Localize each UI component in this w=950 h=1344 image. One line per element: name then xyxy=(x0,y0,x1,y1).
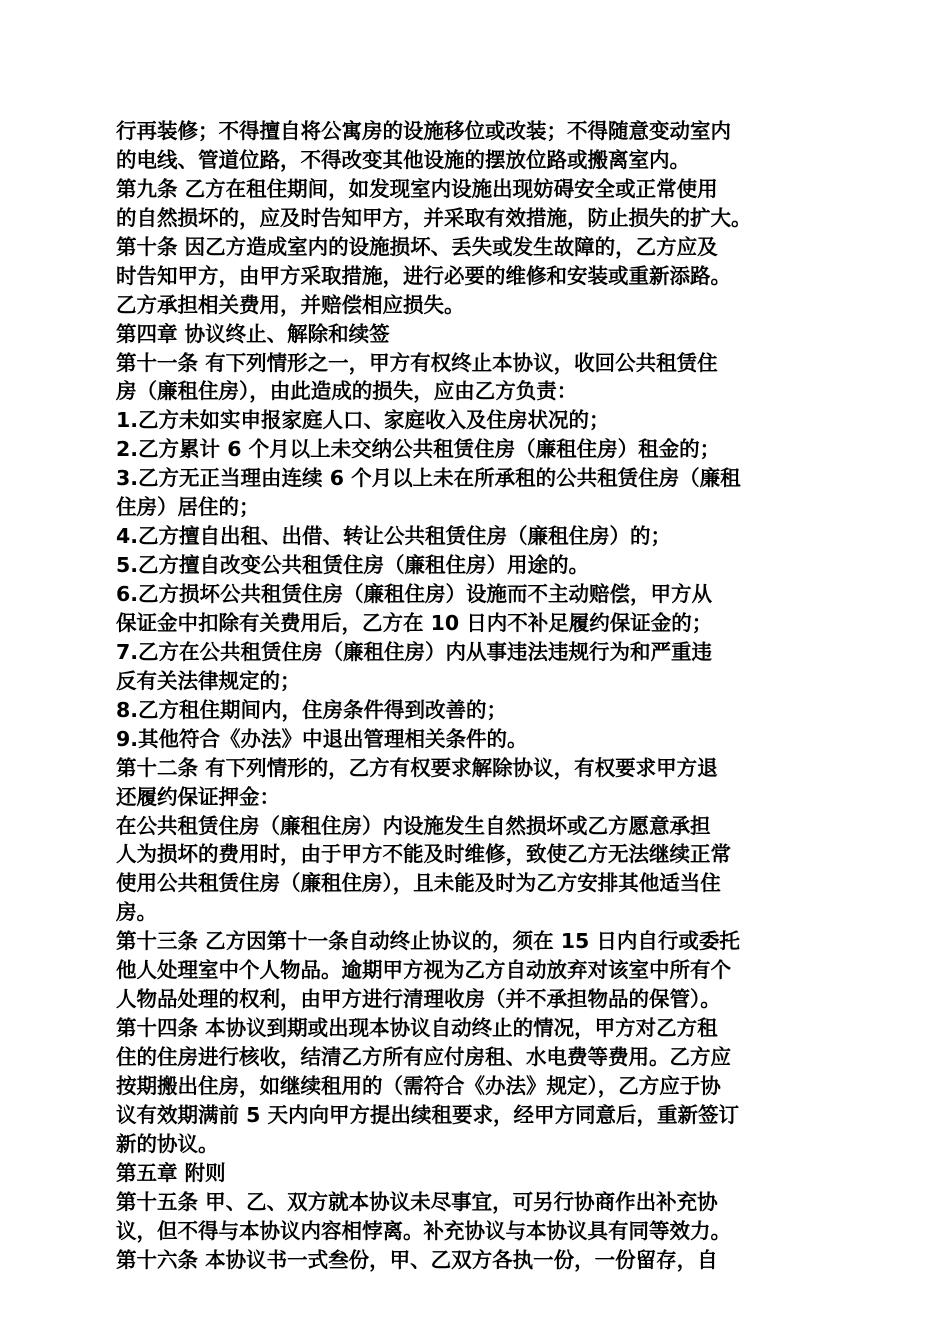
text-line: 1.乙方未如实申报家庭人口、家庭收入及住房状况的； xyxy=(116,408,610,433)
text-line: 住房）居住的； xyxy=(116,495,260,520)
text-line: 3.乙方无正当理由连续 6 个月以上未在所承租的公共租赁住房（廉租 xyxy=(116,466,741,491)
text-line: 第十六条 本协议书一式叁份，甲、乙双方各执一份，一份留存，自 xyxy=(116,1247,718,1272)
text-line: 他人处理室中个人物品。逾期甲方视为乙方自动放弃对该室中所有个 xyxy=(116,958,731,983)
text-line: 时告知甲方，由甲方采取措施，进行必要的维修和安装或重新添路。 xyxy=(116,263,731,288)
text-line: 乙方承担相关费用，并赔偿相应损失。 xyxy=(116,292,465,317)
text-line: 在公共租赁住房（廉租住房）内设施发生自然损坏或乙方愿意承担 xyxy=(116,813,711,838)
text-line: 5.乙方擅自改变公共租赁住房（廉租住房）用途的。 xyxy=(116,553,590,578)
text-line: 第十一条 有下列情形之一，甲方有权终止本协议，收回公共租赁住 xyxy=(116,350,718,375)
text-line: 议，但不得与本协议内容相悖离。补充协议与本协议具有同等效力。 xyxy=(116,1218,731,1243)
text-line: 保证金中扣除有关费用后，乙方在 10 日内不补足履约保证金的； xyxy=(116,610,713,635)
text-line: 2.乙方累计 6 个月以上未交纳公共租赁住房（廉租住房）租金的； xyxy=(116,437,721,462)
text-line: 的自然损坏的，应及时告知甲方，并采取有效措施，防止损失的扩大。 xyxy=(116,205,752,230)
text-line: 第十五条 甲、乙、双方就本协议未尽事宜，可另行协商作出补充协 xyxy=(116,1189,718,1214)
text-line: 新的协议。 xyxy=(116,1131,219,1156)
text-line: 8.乙方租住期间内，住房条件得到改善的； xyxy=(116,697,508,722)
document-body xyxy=(116,117,842,1275)
text-line: 第五章 附则 xyxy=(116,1160,226,1185)
text-line: 房。 xyxy=(116,900,157,925)
text-line: 反有关法律规定的； xyxy=(116,668,301,693)
text-line: 议有效期满前 5 天内向甲方提出续租要求，经甲方同意后，重新签订 xyxy=(116,1102,740,1127)
text-line: 行再装修；不得擅自将公寓房的设施移位或改装；不得随意变动室内 xyxy=(116,119,731,143)
text-line: 9.其他符合《办法》中退出管理相关条件的。 xyxy=(116,726,528,751)
text-line: 第十二条 有下列情形的，乙方有权要求解除协议，有权要求甲方退 xyxy=(116,755,718,780)
text-line: 还履约保证押金： xyxy=(116,784,280,809)
text-line: 按期搬出住房，如继续租用的（需符合《办法》规定），乙方应于协 xyxy=(116,1073,721,1098)
text-line: 人为损坏的费用时，由于甲方不能及时维修，致使乙方无法继续正常 xyxy=(116,842,731,867)
text-line: 第十条 因乙方造成室内的设施损坏、丢失或发生故障的，乙方应及 xyxy=(116,234,718,259)
text-line: 住的住房进行核收，结清乙方所有应付房租、水电费等费用。乙方应 xyxy=(116,1045,731,1069)
text-line: 使用公共租赁住房（廉租住房），且未能及时为乙方安排其他适当住 xyxy=(116,871,721,896)
text-line: 第十三条 乙方因第十一条自动终止协议的，须在 15 日内自行或委托 xyxy=(116,929,740,954)
text-line: 第十四条 本协议到期或出现本协议自动终止的情况，甲方对乙方租 xyxy=(116,1016,718,1041)
text-line: 6.乙方损坏公共租赁住房（廉租住房）设施而不主动赔偿，甲方从 xyxy=(116,582,713,606)
text-line: 第四章 协议终止、解除和续签 xyxy=(116,321,390,346)
text-line: 的电线、管道位路，不得改变其他设施的摆放位路或搬离室内。 xyxy=(116,147,690,172)
text-line: 第九条 乙方在租住期间，如发现室内设施出现妨碍安全或正常使用 xyxy=(116,176,718,201)
text-line: 房（廉租住房），由此造成的损失，应由乙方负责： xyxy=(116,379,578,404)
text-line: 4.乙方擅自出租、出借、转让公共租赁住房（廉租住房）的； xyxy=(116,524,672,549)
text-line: 7.乙方在公共租赁住房（廉租住房）内从事违法违规行为和严重违 xyxy=(116,639,713,664)
text-line: 人物品处理的权利，由甲方进行清理收房（并不承担物品的保管）。 xyxy=(116,987,721,1012)
